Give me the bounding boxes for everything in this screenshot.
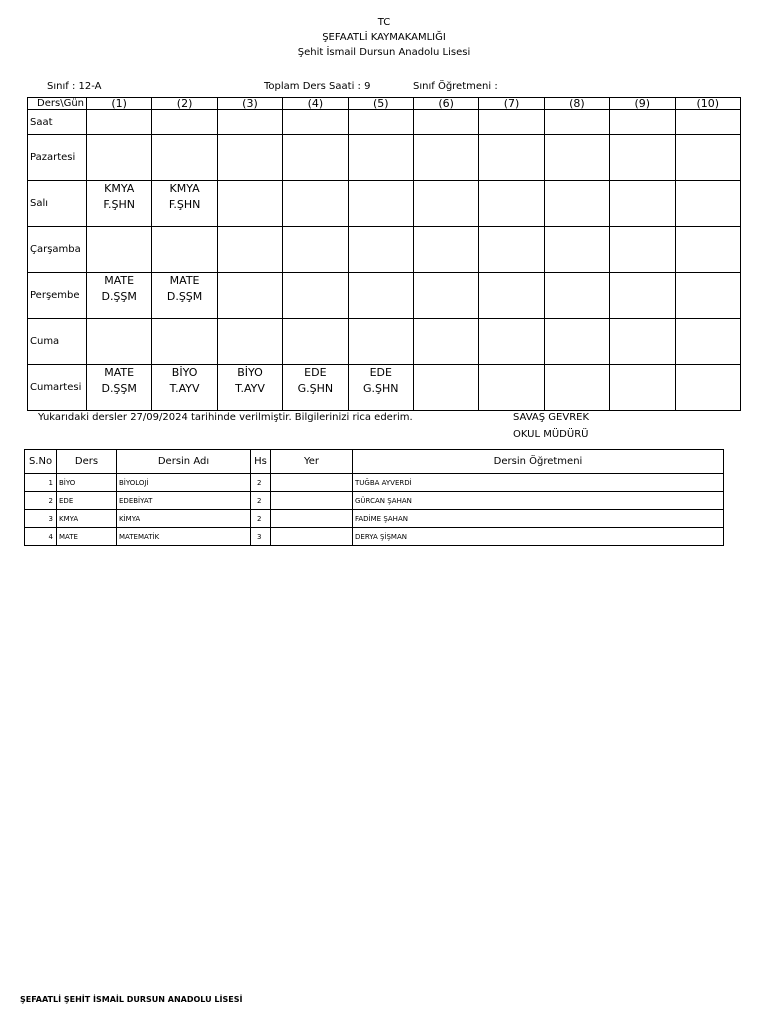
lesson-code: MATE: [104, 366, 135, 379]
period-header: (6): [413, 98, 478, 110]
day-label: Perşembe: [28, 273, 87, 319]
class-label: Sınıf : 12-A: [47, 81, 102, 92]
table-cell: 2: [251, 474, 271, 492]
day-row: [28, 135, 741, 181]
table-cell: 4: [25, 528, 57, 546]
day-label: Cuma: [28, 319, 87, 365]
teacher-code: G.ŞHN: [363, 382, 399, 395]
schedule-cell: [413, 365, 478, 411]
saat-label: Saat: [28, 110, 87, 135]
period-header-row: [28, 98, 741, 110]
schedule-cell: [675, 273, 740, 319]
schedule-cell: [413, 181, 478, 227]
corner-header: Ders\Gün: [28, 98, 87, 110]
schedule-cell: [152, 365, 217, 411]
schedule-cell: [87, 181, 152, 227]
lesson-code: KMYA: [104, 182, 135, 195]
schedule-cell: [544, 365, 609, 411]
schedule-cell: [348, 135, 413, 181]
signature-title: OKUL MÜDÜRÜ: [513, 429, 589, 440]
table-cell: 3: [25, 510, 57, 528]
schedule-cell: [87, 319, 152, 365]
note-text: Yukarıdaki dersler 27/09/2024 tarihinde verilmiştir. Bilgilerinizi rica ederim.: [38, 412, 413, 423]
schedule-cell: [544, 181, 609, 227]
schedule-cell: [479, 227, 544, 273]
schedule-cell: [87, 227, 152, 273]
table-cell: BİYO: [57, 474, 117, 492]
schedule-cell: [479, 365, 544, 411]
table-cell: EDEBİYAT: [117, 492, 251, 510]
table-cell: [271, 528, 353, 546]
table-cell: 2: [251, 510, 271, 528]
table-row: [25, 528, 724, 546]
period-header: (5): [348, 98, 413, 110]
table-cell: [271, 474, 353, 492]
lessons-column-header: Hs: [251, 450, 271, 474]
schedule-cell: [152, 181, 217, 227]
teacher-code: D.ŞŞM: [101, 290, 137, 303]
teacher-code: D.ŞŞM: [101, 382, 137, 395]
table-cell: MATEMATİK: [117, 528, 251, 546]
teacher-code: T.AYV: [235, 382, 265, 395]
day-label: Pazartesi: [28, 135, 87, 181]
lesson-code: KMYA: [169, 182, 200, 195]
teacher-code: D.ŞŞM: [166, 290, 203, 303]
day-row: [28, 365, 741, 411]
table-cell: EDE: [57, 492, 117, 510]
schedule-cell: [348, 319, 413, 365]
schedule-cell: [610, 135, 675, 181]
table-row: [25, 474, 724, 492]
day-label: Cumartesi: [28, 365, 87, 411]
lesson-code: BİYO: [171, 366, 198, 379]
schedule-cell: [675, 319, 740, 365]
schedule-cell: [675, 135, 740, 181]
table-cell: 1: [25, 474, 57, 492]
class-teacher: Sınıf Öğretmeni :: [413, 81, 498, 92]
schedule-cell: [413, 135, 478, 181]
day-row: [28, 319, 741, 365]
day-row: [28, 273, 741, 319]
schedule-cell: [217, 365, 282, 411]
schedule-cell: [283, 135, 348, 181]
day-row: [28, 181, 741, 227]
schedule-cell: [479, 135, 544, 181]
day-row: [28, 227, 741, 273]
teacher-code: F.ŞHN: [103, 198, 135, 211]
lessons-header-row: [25, 450, 724, 474]
schedule-cell: [152, 319, 217, 365]
schedule-cell: [283, 181, 348, 227]
period-header: (4): [283, 98, 348, 110]
schedule-cell: [217, 227, 282, 273]
footer-school-name: ŞEFAATLİ ŞEHİT İSMAİL DURSUN ANADOLU LİSESİ: [20, 995, 243, 1004]
schedule-cell: [348, 273, 413, 319]
schedule-cell: [675, 365, 740, 411]
header-school: Şehit İsmail Dursun Anadolu Lisesi: [297, 47, 471, 58]
period-header: (1): [87, 98, 152, 110]
teacher-code: F.ŞHN: [168, 198, 201, 211]
schedule-cell: [610, 319, 675, 365]
schedule-cell: [544, 135, 609, 181]
period-header: (9): [610, 98, 675, 110]
schedule-cell: [87, 273, 152, 319]
schedule-cell: [348, 181, 413, 227]
table-cell: DERYA ŞİŞMAN: [353, 528, 724, 546]
lessons-column-header: Dersin Adı: [117, 450, 251, 474]
table-cell: FADİME ŞAHAN: [353, 510, 724, 528]
schedule-cell: [217, 135, 282, 181]
lessons-column-header: Yer: [271, 450, 353, 474]
schedule-cell: [413, 319, 478, 365]
schedule-cell: [217, 181, 282, 227]
schedule-cell: [610, 181, 675, 227]
table-cell: 2: [25, 492, 57, 510]
schedule-cell: [152, 135, 217, 181]
period-header: (3): [217, 98, 282, 110]
period-header: (7): [479, 98, 544, 110]
header-tc: TC: [377, 17, 391, 28]
period-header: (10): [675, 98, 740, 110]
period-header: (2): [152, 98, 217, 110]
lessons-column-header: Dersin Öğretmeni: [353, 450, 724, 474]
table-cell: TUĞBA AYVERDİ: [353, 474, 724, 492]
header-district: ŞEFAATLİ KAYMAKAMLIĞI: [322, 32, 446, 43]
lessons-column-header: S.No: [25, 450, 57, 474]
schedule-cell: [152, 227, 217, 273]
schedule-cell: [217, 319, 282, 365]
schedule-cell: [87, 135, 152, 181]
lesson-code: EDE: [304, 366, 327, 379]
table-cell: [271, 492, 353, 510]
schedule-cell: [348, 365, 413, 411]
lesson-code: BİYO: [237, 366, 263, 379]
schedule-cell: [544, 273, 609, 319]
table-cell: MATE: [57, 528, 117, 546]
schedule-cell: [217, 273, 282, 319]
table-cell: 2: [251, 492, 271, 510]
schedule-cell: [544, 227, 609, 273]
schedule-cell: [87, 365, 152, 411]
teacher-code: T.AYV: [169, 382, 200, 395]
teacher-code: G.ŞHN: [297, 382, 334, 395]
table-cell: 3: [251, 528, 271, 546]
schedule-cell: [544, 319, 609, 365]
day-label: Salı: [28, 181, 87, 227]
schedule-cell: [152, 273, 217, 319]
schedule-cell: [610, 365, 675, 411]
table-cell: BİYOLOJİ: [117, 474, 251, 492]
schedule-cell: [675, 181, 740, 227]
lesson-code: EDE: [369, 366, 392, 379]
schedule-table: [27, 97, 741, 411]
table-row: [25, 492, 724, 510]
day-label: Çarşamba: [28, 227, 87, 273]
schedule-cell: [283, 319, 348, 365]
schedule-cell: [479, 273, 544, 319]
schedule-cell: [283, 227, 348, 273]
table-cell: KİMYA: [117, 510, 251, 528]
schedule-cell: [283, 273, 348, 319]
lessons-table: [24, 449, 724, 546]
lessons-column-header: Ders: [57, 450, 117, 474]
schedule-cell: [610, 227, 675, 273]
total-hours: Toplam Ders Saati : 9: [264, 81, 371, 92]
schedule-cell: [413, 273, 478, 319]
period-header: (8): [544, 98, 609, 110]
schedule-cell: [283, 365, 348, 411]
lesson-code: MATE: [169, 274, 200, 287]
signature-name: SAVAŞ GEVREK: [513, 412, 590, 423]
schedule-cell: [479, 181, 544, 227]
table-cell: GÜRCAN ŞAHAN: [353, 492, 724, 510]
lesson-code: MATE: [104, 274, 135, 287]
table-row: [25, 510, 724, 528]
saat-row: [28, 110, 741, 135]
schedule-cell: [348, 227, 413, 273]
table-cell: [271, 510, 353, 528]
schedule-cell: [675, 227, 740, 273]
schedule-cell: [610, 273, 675, 319]
schedule-cell: [479, 319, 544, 365]
schedule-cell: [413, 227, 478, 273]
table-cell: KMYA: [57, 510, 117, 528]
